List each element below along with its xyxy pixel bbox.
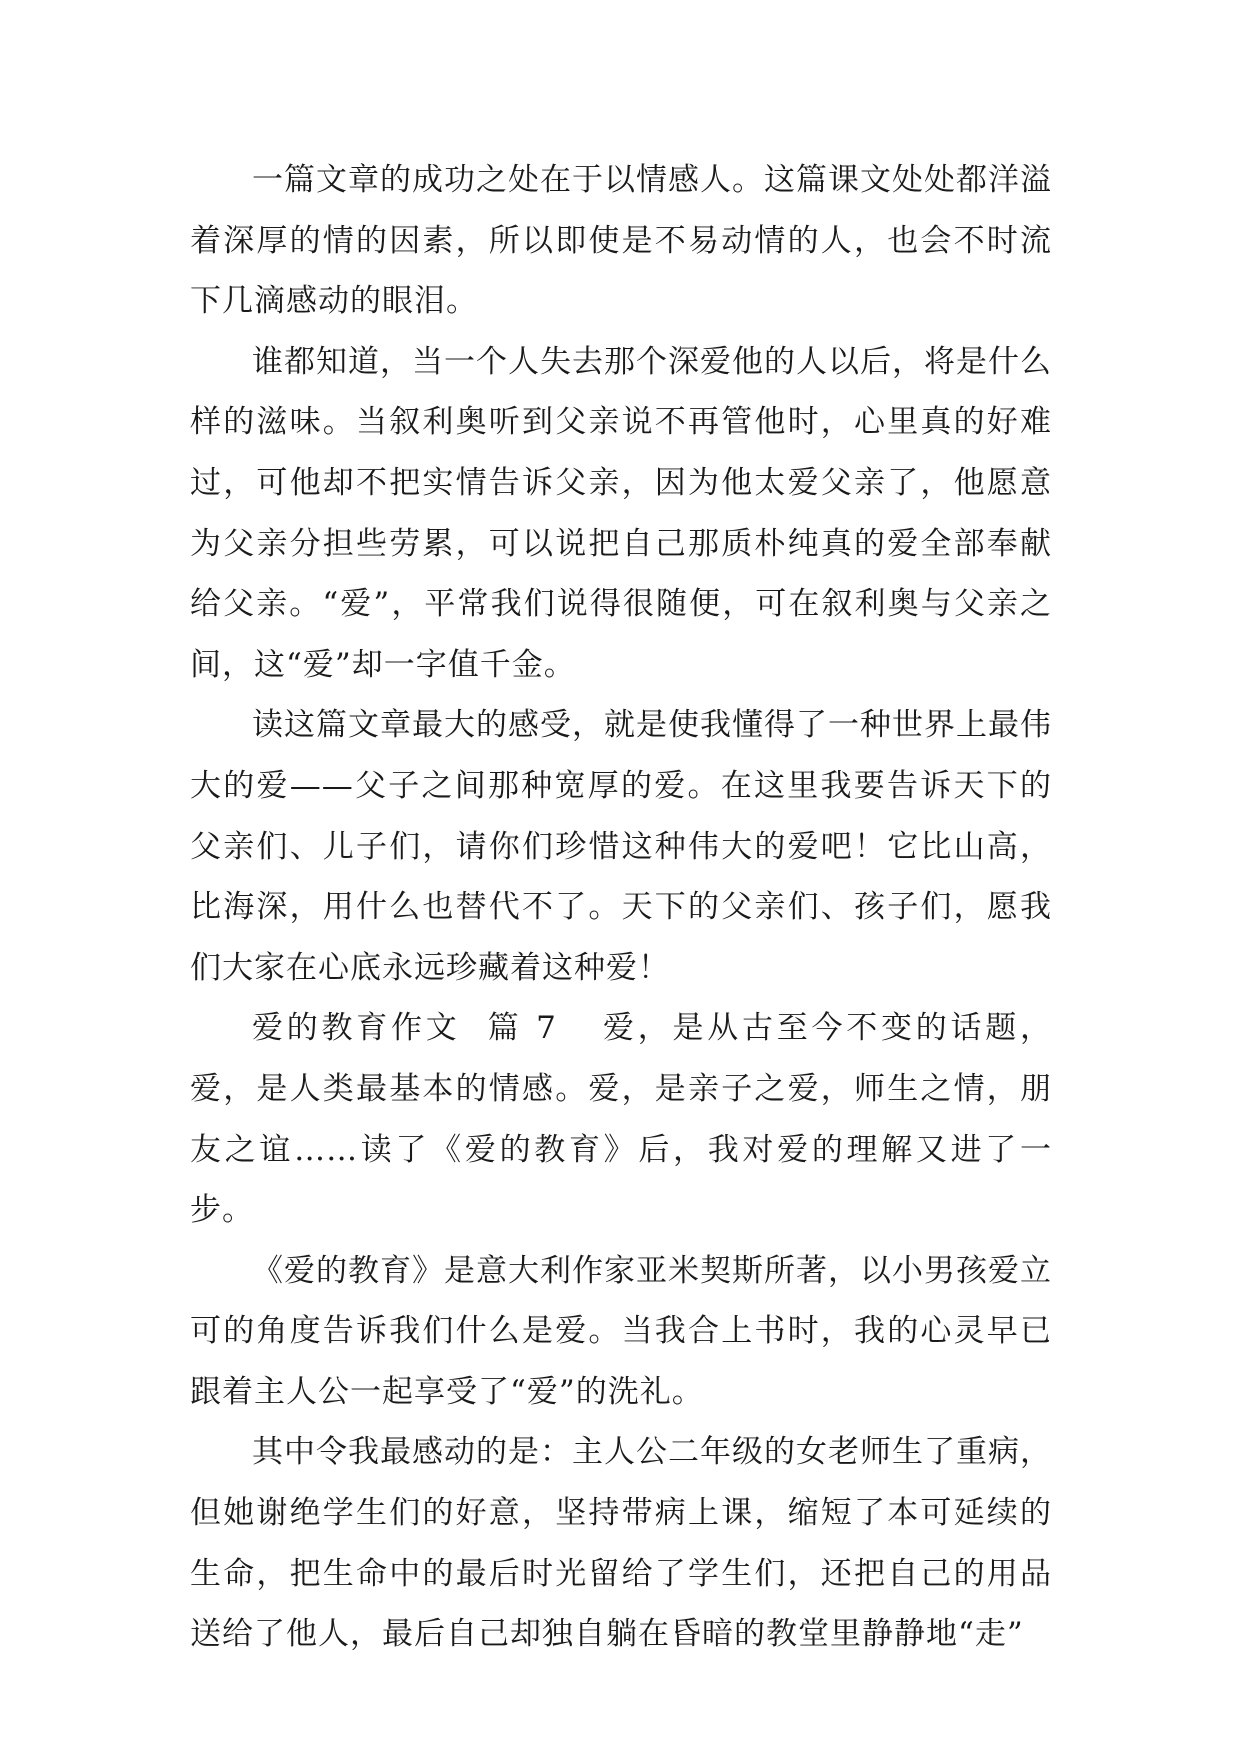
paragraph-1: 一篇文章的成功之处在于以情感人。这篇课文处处都洋溢着深厚的情的因素，所以即使是不易动情的人，也会不时流下几滴感动的眼泪。 xyxy=(190,162,1052,320)
paragraph-section-7 xyxy=(190,998,1052,1240)
document-body xyxy=(190,150,1052,1665)
section-first-text: 爱，是从古至今不变的话题，爱，是人类最基本的情感。爱，是亲子之爱，师生之情，朋友之谊……读了《爱的教育》后，我对爱的理解又进了一步。 xyxy=(190,1010,1052,1229)
section-heading: 爱的教育作文 篇 7 xyxy=(252,1010,557,1047)
paragraph-5: 《爱的教育》是意大利作家亚米契斯所著，以小男孩爱立可的角度告诉我们什么是爱。当我合上书时，我的心灵早已跟着主人公一起享受了“爱”的洗礼。 xyxy=(190,1252,1052,1410)
paragraph-3: 读这篇文章最大的感受，就是使我懂得了一种世界上最伟大的爱——父子之间那种宽厚的爱。在这里我要告诉天下的父亲们、儿子们，请你们珍惜这种伟大的爱吧！它比山高，比海深，用什么也替代不了。天下的父亲们、孩子们，愿我们大家在心底永远珍藏着这种爱！ xyxy=(190,707,1052,986)
paragraph-6: 其中令我最感动的是：主人公二年级的女老师生了重病，但她谢绝学生们的好意，坚持带病上课，缩短了本可延续的生命，把生命中的最后时光留给了学生们，还把自己的用品送给了他人，最后自己却独自躺在昏暗的教堂里静静地“走” xyxy=(190,1434,1052,1653)
paragraph-2: 谁都知道，当一个人失去那个深爱他的人以后，将是什么样的滋味。当叙利奥听到父亲说不再管他时，心里真的好难过，可他却不把实情告诉父亲，因为他太爱父亲了，他愿意为父亲分担些劳累，可以说把自己那质朴纯真的爱全部奉献给父亲。“爱”，平常我们说得很随便，可在叙利奥与父亲之间，这“爱”却一字值千金。 xyxy=(190,343,1052,683)
